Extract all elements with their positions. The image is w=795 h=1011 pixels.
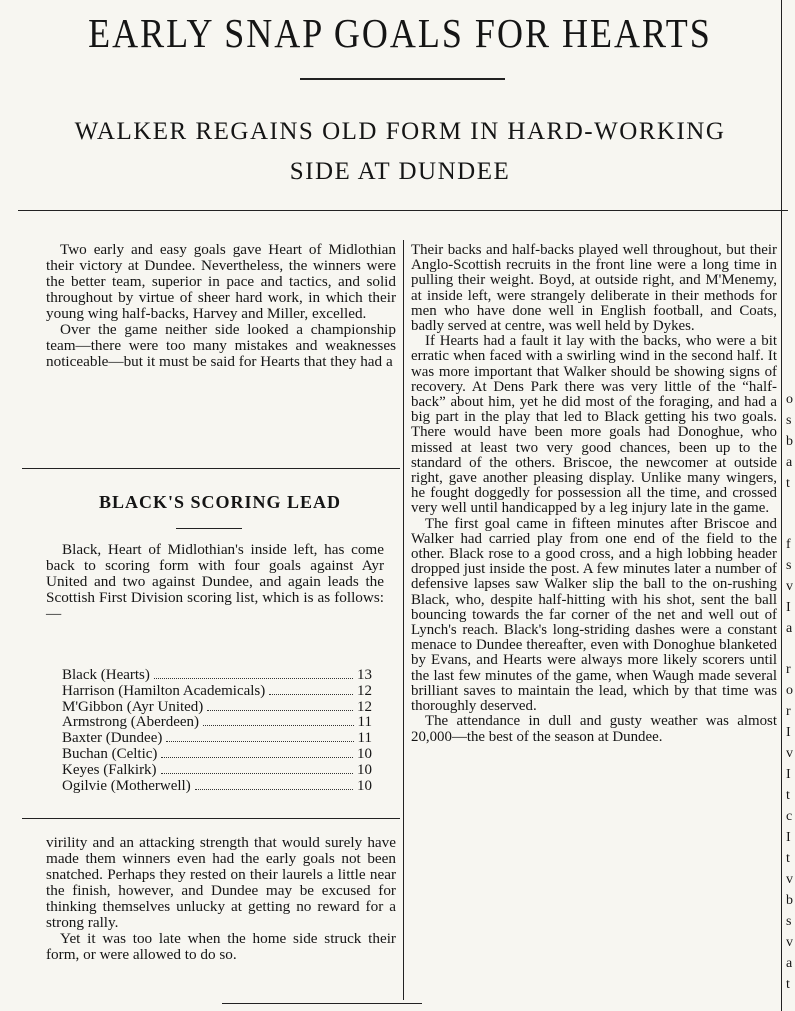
edge-letter: a bbox=[786, 621, 793, 636]
edge-letter: s bbox=[786, 914, 792, 929]
right-paragraph-2: If Hearts had a fault it lay with the backs, who were a bit erratic when faced with a swirling wind in the second half. It was more important that Walker should be showing signs of recovery. At Dens Park there was very little of the “half-back” about him, yet he did most of the foraging, and had a big part in the play that led to Black getting his two goals. There would have been more goals had Donoghue, who missed at least two very good chances, been up to the standard of the others. Briscoe, the newcomer at outside right, gave another pleasing display. Unlike many wingers, he fought doggedly for possession all the time, and crossed very well until handicapped by a leg injury late in the game. bbox=[411, 333, 777, 517]
edge-letter: t bbox=[786, 476, 790, 491]
edge-letter: s bbox=[786, 558, 792, 573]
leader-dots bbox=[195, 789, 353, 790]
edge-letter: s bbox=[786, 413, 792, 428]
left-paragraph-1: Two early and easy goals gave Heart of Midlothian their victory at Dundee. Nevertheless, the winners were the better team, superior in pace and tactics, and solid throughout by virtue of sheer hard work, in which their young wing half-backs, Harvey and Miller, excelled. bbox=[46, 241, 396, 322]
scoring-row bbox=[62, 684, 372, 700]
subheadline bbox=[30, 112, 770, 192]
leader-dots bbox=[207, 710, 353, 711]
leader-dots bbox=[161, 757, 353, 758]
edge-letter: a bbox=[786, 455, 793, 470]
sidebar-intro bbox=[46, 542, 384, 622]
left-continued-paragraph-2: Yet it was too late when the home side struck their form, or were allowed to do so. bbox=[46, 930, 396, 963]
edge-letter: t bbox=[786, 788, 790, 803]
scorer-name: M'Gibbon (Ayr United) bbox=[62, 698, 204, 715]
scoring-row bbox=[62, 779, 372, 795]
edge-letter: a bbox=[786, 956, 793, 971]
scorer-goals: 10 bbox=[357, 777, 372, 794]
sidebar-top-rule bbox=[22, 468, 400, 469]
leader-dots bbox=[203, 725, 354, 726]
leader-dots bbox=[154, 678, 353, 679]
page-edge-divider bbox=[781, 0, 782, 1011]
left-column-continued bbox=[46, 835, 396, 963]
footer-rule bbox=[222, 1003, 422, 1004]
edge-letter: v bbox=[786, 746, 793, 761]
leader-dots bbox=[166, 741, 353, 742]
column-divider bbox=[403, 240, 404, 1000]
edge-letter: v bbox=[786, 935, 793, 950]
sidebar-title: BLACK'S SCORING LEAD bbox=[98, 492, 342, 512]
edge-letter: c bbox=[786, 809, 793, 824]
edge-letter: t bbox=[786, 851, 790, 866]
scorer-name: Black (Hearts) bbox=[62, 667, 150, 683]
scorer-name: Baxter (Dundee) bbox=[62, 730, 163, 747]
edge-letter: I bbox=[786, 767, 791, 782]
scorer-goals: 10 bbox=[357, 745, 372, 762]
scoring-row bbox=[62, 715, 372, 731]
scorer-goals: 11 bbox=[357, 730, 372, 747]
edge-letter: b bbox=[786, 893, 793, 908]
left-continued-paragraph-1: virility and an attacking strength that would surely have made them winners even had the early goals not been snatched. Perhaps they rested on their laurels a little near the finish, however, and Dundee may be excused for thinking themselves unlucky at getting no reward for a strong rally. bbox=[46, 834, 396, 931]
subheadline-line-2: SIDE AT DUNDEE bbox=[289, 158, 511, 185]
sidebar-title-rule bbox=[176, 528, 242, 529]
left-paragraph-2: Over the game neither side looked a championship team—there were too many mistakes and weaknesses noticeable—but it must be said for Hearts that they had a bbox=[46, 321, 396, 370]
right-column bbox=[411, 243, 777, 745]
edge-letter: t bbox=[786, 977, 790, 992]
scorer-name: Keyes (Falkirk) bbox=[62, 761, 157, 778]
edge-letter: b bbox=[786, 434, 793, 449]
edge-letter: I bbox=[786, 725, 791, 740]
scorer-name: Buchan (Celtic) bbox=[62, 745, 158, 762]
leader-dots bbox=[269, 694, 353, 695]
scoring-row bbox=[62, 747, 372, 763]
edge-letter: r bbox=[786, 662, 791, 677]
edge-letter: v bbox=[786, 872, 793, 887]
scorer-goals: 12 bbox=[357, 682, 372, 699]
right-paragraph-1: Their backs and half-backs played well throughout, but their Anglo-Scottish recruits in the front line were a long time in pulling their weight. Boyd, at outside right, and M'Menemy, at inside left, were strangely deliberate in their methods for men who have done well in English football, and Coats, badly served at centre, was well held by Dykes. bbox=[411, 242, 777, 335]
right-paragraph-3: The first goal came in fifteen minutes after Briscoe and Walker had carried play from one end of the field to the other. Black rose to a good cross, and a high lobbing header dropped just inside the post. A few minutes later a number of defensive lapses saw Walker slip the ball to the on-rushing Black, who, despite half-hitting with his shot, sent the ball bouncing towards the far corner of the net and well out of Lynch's reach. Black's long-striding dashes were a constant menace to Dundee thereafter, even with Donoghue blanketed by Evans, and Hearts were always more likely scorers until the last few minutes of the game, when Waugh made several brilliant saves to maintain the lead, which by that time was thoroughly deserved. bbox=[411, 515, 777, 715]
headline: EARLY SNAP GOALS FOR HEARTS bbox=[88, 10, 712, 56]
edge-letter: I bbox=[786, 830, 791, 845]
subheadline-line-1: WALKER REGAINS OLD FORM IN HARD-WORKING bbox=[74, 118, 726, 145]
scoring-row bbox=[62, 763, 372, 779]
sidebar-intro-text: Black, Heart of Midlothian's inside left, has come back to scoring form with four goals against Ayr United and two against Dundee, and again leads the Scottish First Division scoring list, which is as follows:— bbox=[46, 541, 384, 622]
scorer-goals: 12 bbox=[357, 698, 372, 715]
scorer-goals: 11 bbox=[357, 714, 372, 731]
sidebar-bottom-rule bbox=[22, 818, 400, 819]
edge-letter: o bbox=[786, 683, 793, 698]
scorer-name: Harrison (Hamilton Academicals) bbox=[62, 682, 266, 699]
headline-rule bbox=[300, 78, 505, 80]
scorer-goals: 13 bbox=[357, 667, 372, 683]
scorer-name: Armstrong (Aberdeen) bbox=[62, 714, 200, 731]
edge-letter: o bbox=[786, 392, 793, 407]
scorer-name: Ogilvie (Motherwell) bbox=[62, 777, 191, 794]
scorer-goals: 10 bbox=[357, 761, 372, 778]
scoring-row bbox=[62, 731, 372, 747]
leader-dots bbox=[161, 773, 353, 774]
next-column-fragment bbox=[786, 392, 795, 992]
section-rule bbox=[18, 210, 788, 211]
edge-letter: r bbox=[786, 704, 791, 719]
left-column bbox=[46, 242, 396, 370]
right-paragraph-4: The attendance in dull and gusty weather was almost 20,000—the best of the season at Dundee. bbox=[411, 713, 777, 745]
edge-letter: f bbox=[786, 537, 791, 552]
edge-letter: I bbox=[786, 600, 791, 615]
scoring-row bbox=[62, 700, 372, 716]
scoring-list bbox=[62, 668, 372, 794]
edge-letter: v bbox=[786, 579, 793, 594]
scoring-row bbox=[62, 668, 372, 684]
